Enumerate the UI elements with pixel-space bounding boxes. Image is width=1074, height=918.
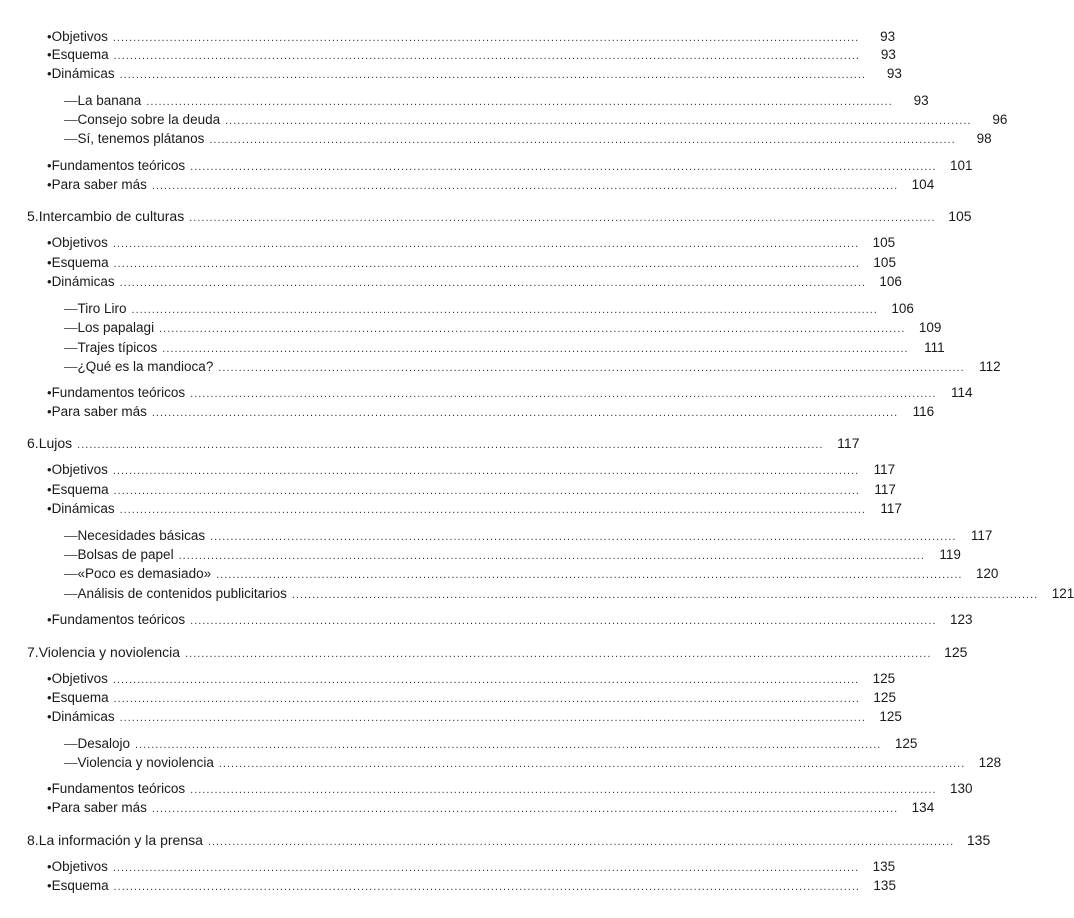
entry-title: — Tiro Liro	[77, 301, 127, 316]
toc-section	[0, 708, 902, 726]
entry-title: — Análisis de contenidos publicitarios	[77, 586, 287, 601]
dot-leader	[159, 320, 905, 338]
page-number: 125	[879, 709, 902, 724]
dot-leader	[189, 209, 935, 227]
page-number: 134	[911, 800, 935, 815]
toc-section	[0, 780, 973, 798]
page-number: 117	[874, 482, 896, 497]
toc-section	[0, 46, 896, 64]
toc-subsection	[0, 358, 1001, 376]
toc-chapter	[0, 831, 991, 849]
dot-leader	[152, 177, 898, 195]
entry-title: — Sí, tenemos plátanos	[77, 131, 205, 146]
entry-title: — Bolsas de papel	[77, 547, 174, 562]
entry-title: • Esquema	[51, 690, 109, 705]
toc-section	[0, 877, 896, 895]
toc-section	[0, 799, 935, 817]
dot-leader	[135, 736, 881, 754]
entry-title: • Esquema	[51, 878, 109, 893]
toc-chapter	[0, 207, 972, 225]
page-number: 93	[886, 66, 902, 81]
toc-subsection	[0, 754, 1002, 772]
toc-section	[0, 670, 896, 688]
dot-leader	[120, 501, 866, 519]
page-number: 130	[949, 781, 973, 796]
dot-leader	[190, 385, 936, 403]
page-number: 121	[1051, 586, 1074, 601]
page-number: 98	[976, 131, 992, 146]
page-number: 125	[872, 671, 896, 686]
page-number: 106	[891, 301, 914, 316]
entry-title: • Fundamentos teóricos	[51, 158, 186, 173]
page-number: 109	[918, 320, 942, 335]
entry-title: La información y la prensa	[38, 832, 203, 848]
chapter-number: 7.	[27, 644, 39, 660]
toc-subsection	[0, 92, 929, 110]
entry-title: • Para saber más	[51, 177, 147, 192]
dot-leader	[208, 833, 954, 851]
dot-leader	[219, 755, 965, 773]
page-number: 105	[873, 255, 896, 270]
toc-section	[0, 273, 902, 291]
entry-title: • Para saber más	[51, 800, 147, 815]
page-number: 117	[837, 435, 860, 451]
page-number: 135	[872, 859, 896, 874]
page-number: 116	[912, 404, 935, 419]
entry-title: — Consejo sobre la deuda	[77, 112, 221, 127]
entry-title: — La banana	[77, 93, 142, 108]
entry-title: • Objetivos	[51, 859, 108, 874]
page-number: 125	[873, 690, 896, 705]
page-number: 117	[873, 462, 896, 477]
page-number: 135	[873, 878, 896, 893]
page-number: 93	[913, 93, 929, 108]
entry-title: • Fundamentos teóricos	[51, 781, 186, 796]
dot-leader	[216, 566, 962, 584]
entry-title: — Violencia y noviolencia	[77, 755, 214, 770]
page-number: 135	[966, 832, 991, 848]
page-number: 125	[944, 644, 968, 660]
dot-leader	[190, 781, 936, 799]
page-number: 123	[949, 612, 973, 627]
toc-chapter	[0, 434, 860, 452]
entry-title: — ¿Qué es la mandioca?	[77, 359, 214, 374]
chapter-number: 8.	[27, 832, 39, 848]
entry-title: — «Poco es demasiado»	[77, 566, 212, 581]
toc-section	[0, 65, 902, 83]
dot-leader	[152, 800, 898, 818]
entry-title: • Dinámicas	[51, 709, 115, 724]
entry-title: • Esquema	[51, 255, 109, 270]
dot-leader	[114, 878, 860, 896]
dot-leader	[146, 93, 892, 111]
toc-section	[0, 858, 896, 876]
dot-leader	[190, 612, 936, 630]
dot-leader	[77, 436, 823, 454]
page-number: 106	[879, 274, 902, 289]
entry-title: • Dinámicas	[51, 501, 115, 516]
dot-leader	[132, 301, 878, 319]
entry-title: • Dinámicas	[51, 66, 115, 81]
toc-subsection	[0, 111, 1008, 129]
entry-title: • Fundamentos teóricos	[51, 612, 186, 627]
toc-section	[0, 403, 935, 421]
dot-leader	[185, 645, 931, 663]
toc-section	[0, 254, 896, 272]
page-number: 105	[872, 235, 896, 250]
toc-section	[0, 384, 973, 402]
page-number: 120	[975, 566, 999, 581]
page-number: 112	[979, 359, 1001, 374]
dot-leader	[152, 404, 898, 422]
toc-subsection	[0, 565, 999, 583]
page-number: 114	[950, 385, 973, 400]
entry-title: Intercambio de culturas	[38, 208, 185, 224]
dot-leader	[114, 47, 860, 65]
entry-title: • Objetivos	[51, 462, 108, 477]
dot-leader	[190, 158, 936, 176]
toc-section	[0, 481, 896, 499]
entry-title: • Dinámicas	[51, 274, 115, 289]
page-number: 101	[949, 158, 973, 173]
entry-title: • Para saber más	[51, 404, 147, 419]
entry-title: — Los papalagi	[77, 320, 155, 335]
dot-leader	[218, 359, 964, 377]
page-number: 125	[894, 736, 918, 751]
entry-title: Violencia y noviolencia	[38, 644, 181, 660]
chapter-number: 5.	[27, 208, 39, 224]
dot-leader	[113, 859, 859, 877]
dot-leader	[292, 586, 1038, 604]
entry-title: — Trajes típicos	[77, 340, 158, 355]
entry-title: Lujos	[38, 435, 73, 451]
entry-title: — Necesidades básicas	[77, 528, 206, 543]
toc-section	[0, 234, 896, 252]
dot-leader	[179, 547, 925, 565]
entry-title: • Esquema	[51, 47, 109, 62]
toc-section	[0, 611, 973, 629]
entry-title: • Objetivos	[51, 235, 108, 250]
page-number: 105	[948, 208, 972, 224]
entry-title: • Objetivos	[51, 671, 108, 686]
dot-leader	[120, 274, 866, 292]
toc-section	[0, 176, 935, 194]
toc-section	[0, 28, 896, 46]
page-number: 111	[924, 340, 945, 355]
toc-section	[0, 157, 973, 175]
dot-leader	[225, 112, 971, 130]
toc-chapter	[0, 643, 968, 661]
toc-subsection	[0, 319, 942, 337]
page-number: 93	[880, 29, 896, 44]
dot-leader	[162, 340, 908, 358]
page-number: 128	[978, 755, 1002, 770]
entry-title: — Desalojo	[77, 736, 131, 751]
toc-section	[0, 461, 896, 479]
entry-title: • Esquema	[51, 482, 109, 497]
dot-leader	[113, 235, 859, 253]
toc-subsection	[0, 735, 918, 753]
toc-subsection	[0, 339, 945, 357]
dot-leader	[113, 29, 859, 47]
page-number: 117	[970, 528, 993, 543]
dot-leader	[120, 66, 866, 84]
page-number: 119	[939, 547, 961, 562]
page-number: 117	[880, 501, 902, 516]
dot-leader	[209, 131, 955, 149]
dot-leader	[113, 671, 859, 689]
page-number: 96	[992, 112, 1008, 127]
dot-leader	[120, 709, 866, 727]
toc-subsection	[0, 527, 993, 545]
dot-leader	[114, 482, 860, 500]
toc-subsection	[0, 130, 992, 148]
dot-leader	[114, 690, 860, 708]
toc-section	[0, 689, 896, 707]
page-number: 104	[911, 177, 935, 192]
dot-leader	[114, 255, 860, 273]
dot-leader	[210, 528, 956, 546]
entry-title: • Objetivos	[51, 29, 108, 44]
dot-leader	[113, 462, 859, 480]
toc-section	[0, 500, 902, 518]
toc-subsection	[0, 546, 961, 564]
chapter-number: 6.	[27, 435, 39, 451]
toc-subsection	[0, 585, 1074, 603]
toc-subsection	[0, 300, 914, 318]
entry-title: • Fundamentos teóricos	[51, 385, 186, 400]
page-number: 93	[880, 47, 896, 62]
